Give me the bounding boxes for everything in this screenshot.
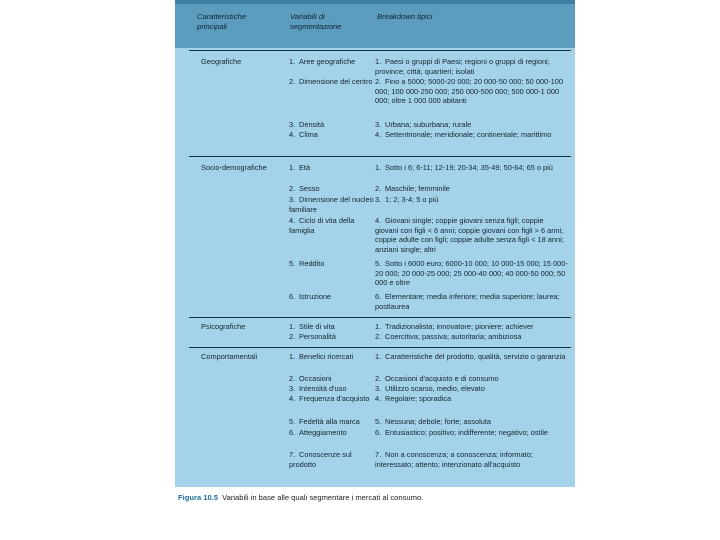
breakdown-cell: 1. Tradizionalista; innovatore; pioniere; achiever (375, 322, 534, 331)
breakdown-cell: 2. Occasioni d'acquisto e di consumo (375, 374, 499, 383)
variable-cell: 1. Benefici ricercati (289, 352, 354, 361)
variable-cell: 2. Occasioni (289, 374, 332, 383)
section-name: Psicografiche (201, 322, 246, 331)
section-name: Comportamentali (201, 352, 258, 361)
section-psicografiche (189, 317, 571, 346)
section-name: Geografiche (201, 57, 242, 66)
section-name: Socio-demografiche (201, 163, 267, 172)
breakdown-cell: 3. Utilizzo scarso, medio, elevato (375, 384, 485, 393)
variable-cell: 5. Reddito (289, 259, 325, 268)
breakdown-cell: 1. Paesi o gruppi di Paesi; regioni o gruppi di regioni; province; città; quartieri; isolati (375, 57, 550, 76)
variable-cell: 5. Fedeltà alla marca (289, 417, 360, 426)
variable-cell: 4. Frequenza d'acquisto (289, 394, 370, 403)
variable-cell: 1. Età (289, 163, 311, 172)
header-col-breakdowns: Breakdown tipici (377, 12, 433, 21)
breakdown-cell: 1. Sotto i 6; 6-11; 12-19; 20-34; 35-49; 50-64; 65 o più (375, 163, 553, 172)
header-col-variables: Variabili di segmentazione (290, 12, 342, 31)
breakdown-cell: 5. Sotto i 6000 euro; 6000-10 000; 10 000-15 000; 15 000-20 000; 20 000-25 000; 25 000-40 000; 40 000-50 000; 50 000 e oltre (375, 259, 568, 288)
breakdown-cell: 3. 1; 2; 3-4; 5 o più (375, 195, 439, 204)
figure-table (175, 0, 575, 487)
header-top-rule (175, 0, 575, 4)
variable-cell: 1. Aree geografiche (289, 57, 356, 66)
figure-caption (178, 493, 423, 502)
variable-cell: 3. Intensità d'uso (289, 384, 347, 393)
breakdown-cell: 4. Giovani single; coppie giovani senza figli; coppie giovani con figli < 6 anni; coppie giovani con figli > 6 anni; coppie adulte con figli; coppie adulte senza figli < 18 anni; anziani single; altri (375, 216, 564, 254)
variable-cell: 3. Dimensione del nucleo familiare (289, 195, 374, 214)
breakdown-cell: 5. Nessuna; debole; forte; assoluta (375, 417, 491, 426)
breakdown-cell: 6. Elementare; media inferiore; media superiore; laurea; postlaurea (375, 292, 560, 311)
breakdown-cell: 7. Non a conoscenza; a conoscenza; informato; interessato; attento; intenzionato all'acquisto (375, 450, 533, 469)
variable-cell: 2. Dimensione del centro (289, 77, 373, 86)
breakdown-cell: 3. Urbana; suburbana; rurale (375, 120, 472, 129)
section-socio-demografiche (189, 156, 571, 317)
header-col-characteristics: Caratteristiche principali (197, 12, 246, 31)
breakdown-cell: 2. Coercitiva; passiva; autoritaria; ambiziosa (375, 332, 522, 341)
breakdown-cell: 2. Maschile; femminile (375, 184, 450, 193)
variable-cell: 2. Personalità (289, 332, 336, 341)
variable-cell: 7. Conoscenze sul prodotto (289, 450, 352, 469)
figure-caption-text: Variabili in base alle quali segmentare i mercati al consumo. (222, 493, 424, 502)
variable-cell: 1. Stile di vita (289, 322, 335, 331)
variable-cell: 2. Sesso (289, 184, 320, 193)
variable-cell: 6. Istruzione (289, 292, 332, 301)
breakdown-cell: 2. Fino a 5000; 5000-20 000; 20 000-50 000; 50 000-100 000; 100 000-250 000; 250 000-500 000; 500 000-1 000 000; oltre 1 000 000 abitanti (375, 77, 563, 106)
table-header (175, 0, 575, 48)
variable-cell: 6. Atteggiamento (289, 428, 347, 437)
breakdown-cell: 1. Caratteristiche del prodotto, qualità, servizio o garanzia (375, 352, 566, 361)
variable-cell: 3. Densità (289, 120, 325, 129)
section-comportamentali (189, 347, 571, 473)
figure-label: Figura 10.5 (178, 493, 219, 502)
variable-cell: 4. Ciclo di vita della famiglia (289, 216, 355, 235)
section-geografiche (189, 50, 571, 155)
breakdown-cell: 6. Entusiastico; positivo; indifferente; negativo; ostile (375, 428, 548, 437)
variable-cell: 4. Clima (289, 130, 318, 139)
breakdown-cell: 4. Regolare; sporadica (375, 394, 452, 403)
breakdown-cell: 4. Settentrionale; meridionale; continentale; marittimo (375, 130, 552, 139)
